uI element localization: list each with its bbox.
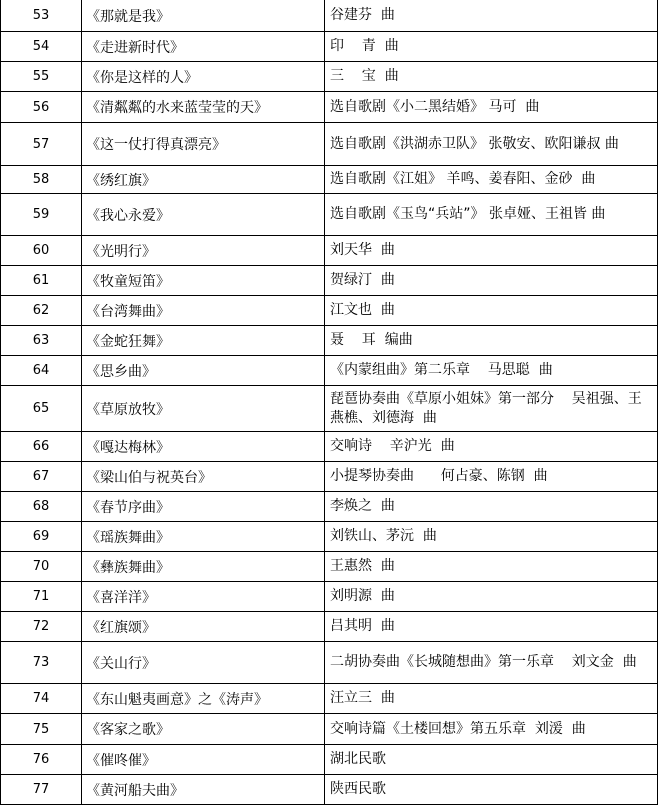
composer-info: 李焕之 曲	[325, 492, 658, 522]
composer-info: 交响诗 辛沪光 曲	[325, 432, 658, 462]
row-number: 76	[0, 745, 82, 775]
composer-info: 选自歌剧《小二黑结婚》 马可 曲	[325, 92, 658, 123]
table-row	[0, 642, 658, 684]
composer-info: 湖北民歌	[325, 745, 658, 775]
song-title: 《思乡曲》	[82, 356, 325, 386]
composer-info: 二胡协奏曲《长城随想曲》第一乐章 刘文金 曲	[325, 642, 658, 684]
song-title: 《客家之歌》	[82, 714, 325, 745]
composer-info: 刘明源 曲	[325, 582, 658, 612]
row-number: 73	[0, 642, 82, 684]
song-title: 《牧童短笛》	[82, 266, 325, 296]
song-title: 《台湾舞曲》	[82, 296, 325, 326]
song-title: 《金蛇狂舞》	[82, 326, 325, 356]
row-number: 57	[0, 123, 82, 166]
table-row	[0, 775, 658, 805]
table-row	[0, 266, 658, 296]
row-number: 67	[0, 462, 82, 492]
composer-info: 交响诗篇《土楼回想》第五乐章 刘湲 曲	[325, 714, 658, 745]
song-title: 《你是这样的人》	[82, 62, 325, 92]
song-title: 《东山魁夷画意》之《涛声》	[82, 684, 325, 714]
row-number: 54	[0, 32, 82, 62]
table-row	[0, 386, 658, 432]
song-title: 《红旗颂》	[82, 612, 325, 642]
row-number: 68	[0, 492, 82, 522]
row-number: 58	[0, 166, 82, 194]
song-title: 《关山行》	[82, 642, 325, 684]
composer-info: 印 青 曲	[325, 32, 658, 62]
composer-info: 汪立三 曲	[325, 684, 658, 714]
table-row	[0, 62, 658, 92]
table-row	[0, 32, 658, 62]
table-row	[0, 522, 658, 552]
row-number: 66	[0, 432, 82, 462]
row-number: 77	[0, 775, 82, 805]
composer-info: 江文也 曲	[325, 296, 658, 326]
table-row	[0, 745, 658, 775]
row-number: 70	[0, 552, 82, 582]
song-title: 《彝族舞曲》	[82, 552, 325, 582]
row-number: 64	[0, 356, 82, 386]
song-title: 《走进新时代》	[82, 32, 325, 62]
table-row	[0, 552, 658, 582]
song-title: 《这一仗打得真漂亮》	[82, 123, 325, 166]
composer-info: 三 宝 曲	[325, 62, 658, 92]
composer-info: 刘天华 曲	[325, 236, 658, 266]
composer-info: 刘铁山、茅沅 曲	[325, 522, 658, 552]
song-title: 《瑶族舞曲》	[82, 522, 325, 552]
row-number: 61	[0, 266, 82, 296]
song-title: 《嘎达梅林》	[82, 432, 325, 462]
table-row	[0, 714, 658, 745]
song-title: 《光明行》	[82, 236, 325, 266]
composer-info: 选自歌剧《江姐》 羊鸣、姜春阳、金砂 曲	[325, 166, 658, 194]
table-row	[0, 356, 658, 386]
row-number: 56	[0, 92, 82, 123]
table-row	[0, 296, 658, 326]
table-row	[0, 492, 658, 522]
table-row	[0, 123, 658, 166]
table-row	[0, 166, 658, 194]
table-row	[0, 236, 658, 266]
table-row	[0, 92, 658, 123]
song-title: 《清粼粼的水来蓝莹莹的天》	[82, 92, 325, 123]
table-row	[0, 432, 658, 462]
song-title: 《我心永爱》	[82, 194, 325, 236]
song-title: 《喜洋洋》	[82, 582, 325, 612]
table-row	[0, 612, 658, 642]
composer-info: 选自歌剧《洪湖赤卫队》 张敬安、欧阳谦叔 曲	[325, 123, 658, 166]
song-title: 《草原放牧》	[82, 386, 325, 432]
song-title: 《催咚催》	[82, 745, 325, 775]
row-number: 62	[0, 296, 82, 326]
composer-info: 谷建芬 曲	[325, 0, 658, 32]
song-title: 《梁山伯与祝英台》	[82, 462, 325, 492]
row-number: 71	[0, 582, 82, 612]
composer-info: 聂 耳 编曲	[325, 326, 658, 356]
composer-info: 贺绿汀 曲	[325, 266, 658, 296]
row-number: 53	[0, 0, 82, 32]
composer-info: 琵琶协奏曲《草原小姐妹》第一部分 吴祖强、王燕樵、刘德海 曲	[325, 386, 658, 432]
row-number: 60	[0, 236, 82, 266]
composer-info: 选自歌剧《玉鸟“兵站”》 张卓娅、王祖皆 曲	[325, 194, 658, 236]
composer-info: 《内蒙组曲》第二乐章 马思聪 曲	[325, 356, 658, 386]
row-number: 74	[0, 684, 82, 714]
composer-info: 小提琴协奏曲 何占豪、陈钢 曲	[325, 462, 658, 492]
song-title: 《黄河船夫曲》	[82, 775, 325, 805]
composer-info: 陕西民歌	[325, 775, 658, 805]
table-row	[0, 462, 658, 492]
table-row	[0, 326, 658, 356]
row-number: 59	[0, 194, 82, 236]
composer-info: 吕其明 曲	[325, 612, 658, 642]
composer-info: 王惠然 曲	[325, 552, 658, 582]
table-row	[0, 582, 658, 612]
row-number: 69	[0, 522, 82, 552]
row-number: 75	[0, 714, 82, 745]
table-row	[0, 194, 658, 236]
row-number: 72	[0, 612, 82, 642]
row-number: 55	[0, 62, 82, 92]
table-row	[0, 684, 658, 714]
song-title: 《春节序曲》	[82, 492, 325, 522]
row-number: 63	[0, 326, 82, 356]
row-number: 65	[0, 386, 82, 432]
table-row	[0, 0, 658, 32]
song-title: 《绣红旗》	[82, 166, 325, 194]
song-title: 《那就是我》	[82, 0, 325, 32]
